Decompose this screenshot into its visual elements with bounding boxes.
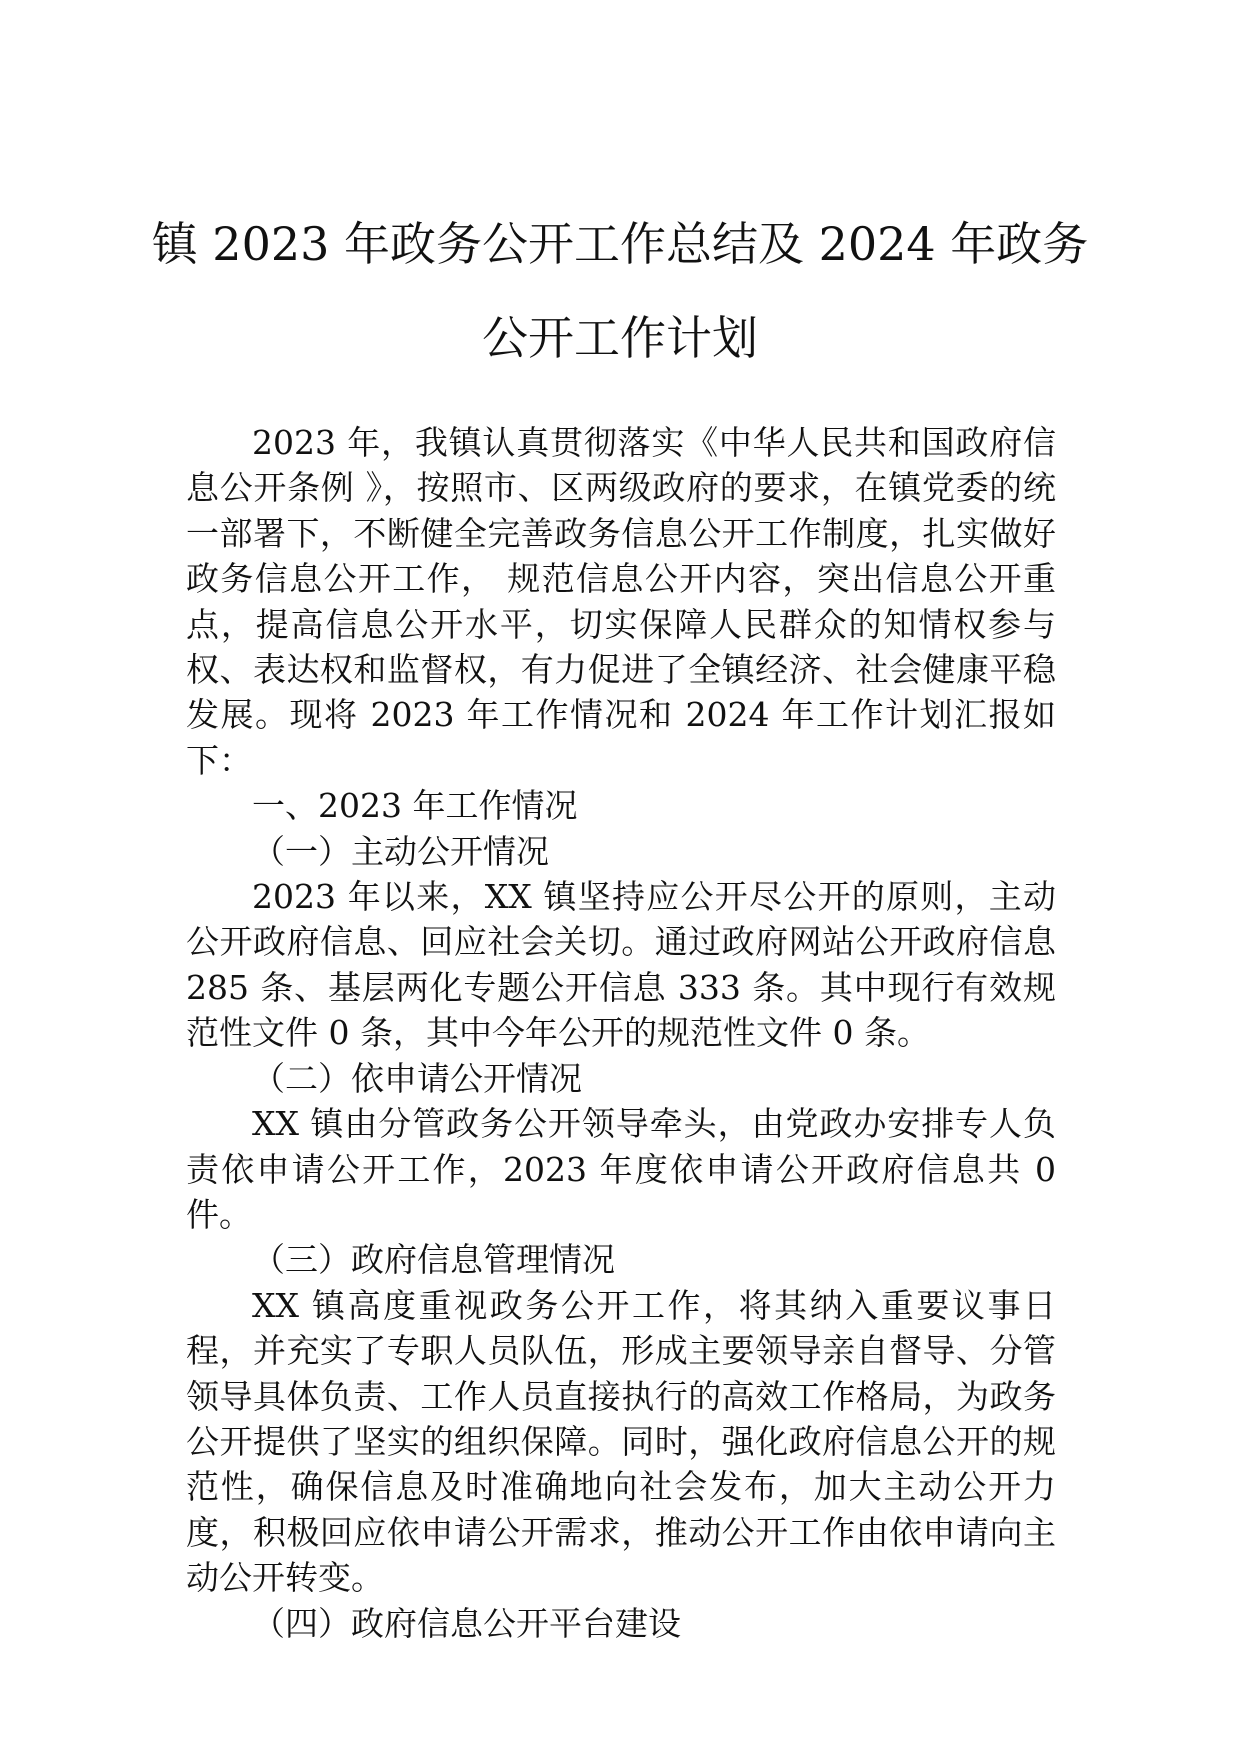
section-heading-1: 一、2023 年工作情况 [252,786,578,826]
subsection-paragraph-2: XX 镇由分管政务公开领导牵头，由党政办安排专人负责依申请公开工作，2023 年度依申请公开政府信息共 0 件。 [186,1104,1056,1234]
subsection-paragraph-1: 2023 年以来，XX 镇坚持应公开尽公开的原则，主动公开政府信息、回应社会关切。通过政府网站公开政府信息 285 条、基层两化专题公开信息 333 条。其中现行有效规范性文件 0 条，其中今年公开的规范性文件 0 条。 [186,877,1056,1053]
document-title-line1: 镇 2023 年政务公开工作总结及 2024 年政务 [151,217,1089,271]
subsection-heading-3: （三）政府信息管理情况 [252,1240,615,1280]
subsection-heading-4: （四）政府信息公开平台建设 [252,1603,681,1643]
subsection-paragraph-3: XX 镇高度重视政务公开工作，将其纳入重要议事日程，并充实了专职人员队伍，形成主要领导亲自督导、分管领导具体负责、工作人员直接执行的高效工作格局，为政务公开提供了坚实的组织保障。同时，强化政府信息公开的规范性，确保信息及时准确地向社会发布，加大主动公开力度，积极回应依申请公开需求，推动公开工作由依申请向主动公开转变。 [186,1285,1056,1598]
subsection-heading-1: （一）主动公开情况 [252,831,549,871]
document-title-line2: 公开工作计划 [482,311,758,365]
document-body [186,420,1056,1646]
intro-paragraph: 2023 年，我镇认真贯彻落实《中华人民共和国政府信息公开条例 》，按照市、区两级政府的要求，在镇党委的统一部署下，不断健全完善政务信息公开工作制度，扎实做好政务信息公开工作， 规范信息公开内容，突出信息公开重点，提高信息公开水平，切实保障人民群众的知情权参与权、表达权和监督权，有力促进了全镇经济、社会健康平稳发展。现将 2023 年工作情况和 2024 年工作计划汇报如下： [186,423,1056,780]
subsection-heading-2: （二）依申请公开情况 [252,1058,582,1098]
